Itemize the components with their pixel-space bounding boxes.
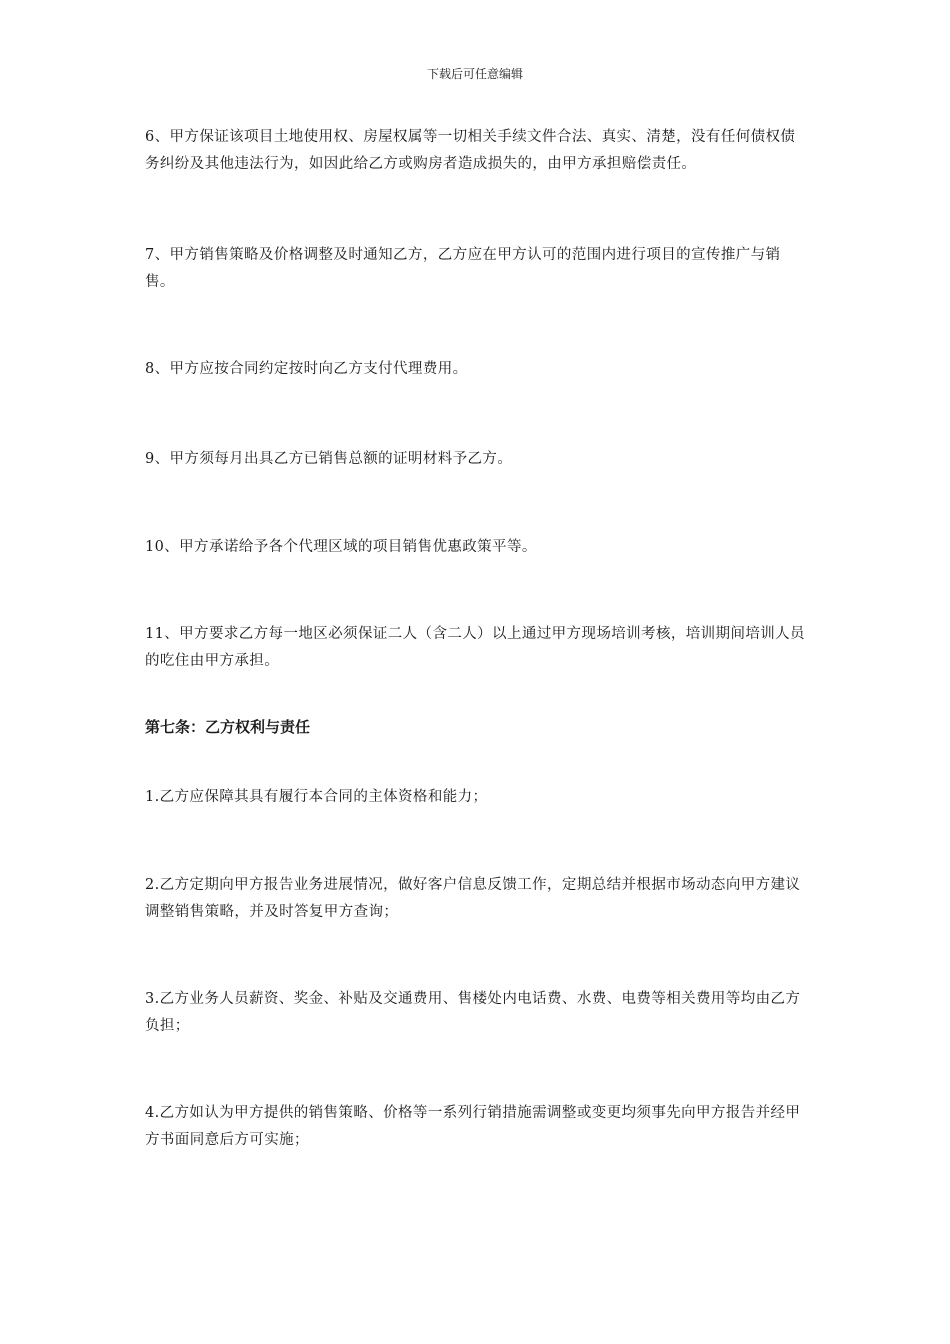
section-7-item-3: 3.乙方业务人员薪资、奖金、补贴及交通费用、售楼处内电话费、水费、电费等相关费用等均由乙方负担； [145, 991, 801, 1034]
clause-11: 11、甲方要求乙方每一地区必须保证二人（含二人）以上通过甲方现场培训考核，培训期间培训人员的吃住由甲方承担。 [145, 626, 805, 669]
section-7-item-2: 2.乙方定期向甲方报告业务进展情况，做好客户信息反馈工作，定期总结并根据市场动态向甲方建议调整销售策略，并及时答复甲方查询； [145, 877, 801, 920]
section-7-title: 第七条：乙方权利与责任 [145, 718, 311, 736]
clause-7: 7、甲方销售策略及价格调整及时通知乙方，乙方应在甲方认可的范围内进行项目的宣传推广与销售。 [145, 247, 781, 290]
clause-9: 9、甲方须每月出具乙方已销售总额的证明材料予乙方。 [145, 451, 513, 467]
clause-10: 10、甲方承诺给予各个代理区域的项目销售优惠政策平等。 [145, 539, 537, 555]
clause-8: 8、甲方应按合同约定按时向乙方支付代理费用。 [145, 361, 468, 377]
clause-6: 6、甲方保证该项目土地使用权、房屋权属等一切相关手续文件合法、真实、清楚，没有任何债权债务纠纷及其他违法行为，如因此给乙方或购房者造成损失的，由甲方承担赔偿责任。 [145, 129, 796, 172]
section-7-item-1: 1.乙方应保障其具有履行本合同的主体资格和能力； [145, 789, 488, 805]
section-7-item-4: 4.乙方如认为甲方提供的销售策略、价格等一系列行销措施需调整或变更均须事先向甲方报告并经甲方书面同意后方可实施； [145, 1105, 801, 1148]
page-header: 下载后可任意编辑 [426, 67, 523, 81]
